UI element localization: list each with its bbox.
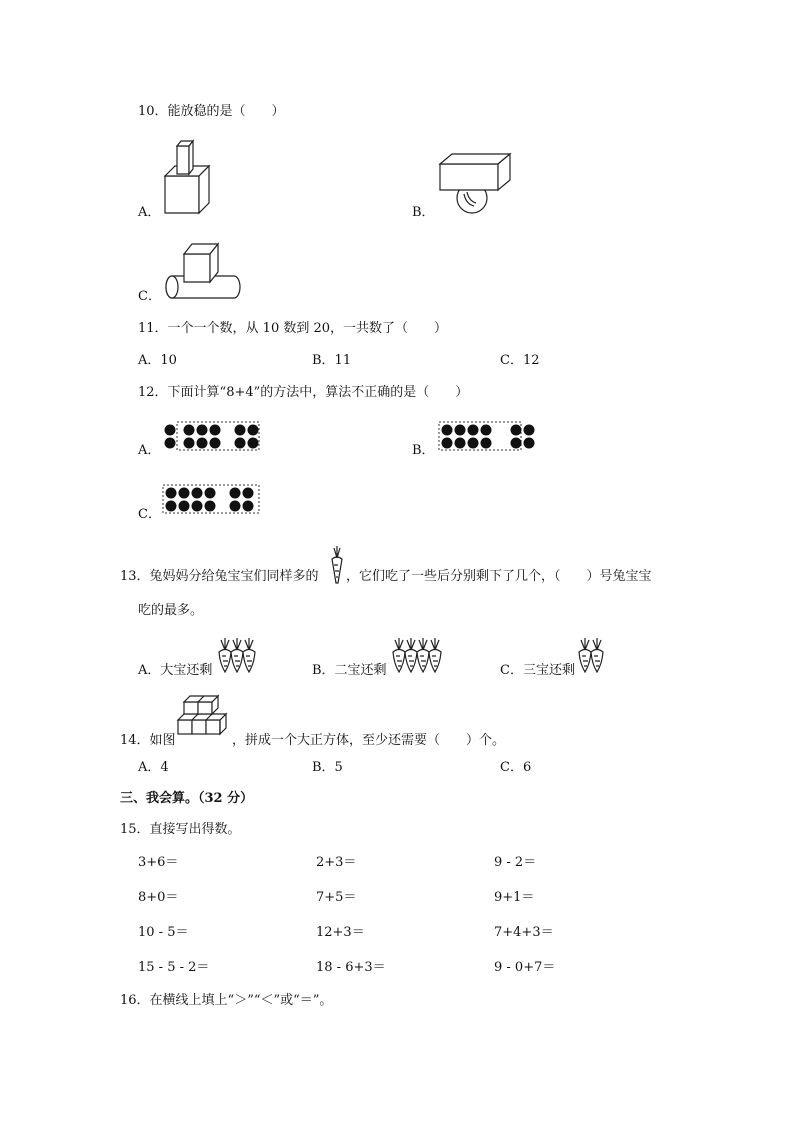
carrot-icon <box>591 638 603 672</box>
q15-r1-c1: 3+6＝ <box>138 855 179 870</box>
q15-r4-c3: 9 - 0+7＝ <box>494 960 556 975</box>
q10-option-b-label: B． <box>412 205 435 220</box>
carrot-icon <box>429 638 441 672</box>
q14-option-c: C．6 <box>500 760 532 775</box>
counting-dot <box>166 501 177 512</box>
counting-dot <box>230 488 241 499</box>
q13-option-b-carrots <box>392 638 452 674</box>
q14-option-b: B．5 <box>312 760 343 775</box>
q12-stem: 12．下面计算“8+4”的方法中，算法不正确的是（ ） <box>138 385 469 400</box>
counting-dot <box>197 425 208 436</box>
counting-dot <box>455 438 466 449</box>
q14-stem-part1: 14．如图 <box>120 733 176 748</box>
q10-stem: 10．能放稳的是（ ） <box>138 104 285 119</box>
counting-dot <box>243 488 254 499</box>
counting-dot <box>192 488 203 499</box>
q11-option-c: C．12 <box>500 353 540 368</box>
counting-dot <box>179 488 190 499</box>
q14-cube-stack-figure <box>176 690 232 746</box>
counting-dot <box>455 425 466 436</box>
q12-option-c-label: C． <box>138 507 161 522</box>
counting-dot <box>230 501 241 512</box>
counting-dot <box>442 438 453 449</box>
q11-stem: 11．一个一个数，从 10 数到 20，一共数了（ ） <box>138 321 448 336</box>
q13-option-c: C．三宝还剩 <box>500 663 575 678</box>
counting-dot <box>205 488 216 499</box>
q10-option-a-label: A． <box>138 205 161 220</box>
counting-dot <box>210 438 221 449</box>
q13-option-a: A．大宝还剩 <box>138 663 213 678</box>
q12-option-a-dots <box>162 421 262 453</box>
counting-dot <box>197 438 208 449</box>
q14-stem-part2: ，拼成一个大正方体，至少还需要（ ）个。 <box>232 733 506 748</box>
carrot-icon <box>405 638 417 672</box>
counting-dot <box>481 425 492 436</box>
q12-option-a-label: A． <box>138 443 161 458</box>
q11-option-a: A．10 <box>138 353 177 368</box>
counting-dot <box>442 425 453 436</box>
q14-option-a: A．4 <box>138 760 169 775</box>
counting-dot <box>248 438 259 449</box>
counting-dot <box>524 438 535 449</box>
q13-stem-part1: 13．兔妈妈分给兔宝宝们同样多的 <box>120 569 319 584</box>
q15-r3-c3: 7+4+3＝ <box>494 925 554 940</box>
q15-r4-c2: 18 - 6+3＝ <box>316 960 386 975</box>
counting-dot <box>205 501 216 512</box>
carrot-icon <box>417 638 429 672</box>
counting-dot <box>468 438 479 449</box>
q15-r1-c3: 9 - 2＝ <box>494 855 537 870</box>
q11-option-b: B．11 <box>312 353 352 368</box>
q13-option-b: B．二宝还剩 <box>312 663 387 678</box>
q12-option-c-dots <box>162 484 262 516</box>
counting-dot <box>166 488 177 499</box>
counting-dot <box>235 425 246 436</box>
counting-dot <box>235 438 246 449</box>
counting-dot <box>184 425 195 436</box>
section-3-title: 三、我会算。（32 分） <box>120 791 254 806</box>
counting-dot <box>165 425 176 436</box>
counting-dot <box>184 438 195 449</box>
q15-r2-c2: 7+5＝ <box>316 890 357 905</box>
q13-option-a-carrots <box>218 638 268 674</box>
carrot-icon <box>579 638 591 672</box>
q15-r3-c2: 12+3＝ <box>316 925 365 940</box>
counting-dot <box>165 438 176 449</box>
q15-r4-c1: 15 - 5 - 2＝ <box>138 960 210 975</box>
counting-dot <box>524 425 535 436</box>
q15-r1-c2: 2+3＝ <box>316 855 357 870</box>
q13-stem-part2: ，它们吃了一些后分别剩下了几个，（ ）号兔宝宝 <box>346 569 652 584</box>
counting-dot <box>468 425 479 436</box>
q15-stem: 15．直接写出得数。 <box>120 822 241 837</box>
counting-dot <box>192 501 203 512</box>
carrot-icon <box>393 638 405 672</box>
q12-option-b-dots <box>438 421 538 453</box>
q12-option-b-label: B． <box>412 443 435 458</box>
q15-r3-c1: 10 - 5＝ <box>138 925 189 940</box>
counting-dot <box>511 425 522 436</box>
q10-option-b-figure <box>436 148 516 218</box>
counting-dot <box>481 438 492 449</box>
carrot-icon <box>243 638 255 672</box>
q10-option-c-label: C． <box>138 289 161 304</box>
counting-dot <box>210 425 221 436</box>
carrot-icon <box>231 638 243 672</box>
q13-option-c-carrots <box>578 638 618 674</box>
counting-dot <box>248 425 259 436</box>
q15-r2-c1: 8+0＝ <box>138 890 179 905</box>
counting-dot <box>511 438 522 449</box>
q10-option-c-figure <box>162 240 252 305</box>
q16-stem: 16．在横线上填上“＞”“＜”或“＝”。 <box>120 993 333 1008</box>
counting-dot <box>243 501 254 512</box>
q13-stem-line2: 吃的最多。 <box>138 603 204 618</box>
q10-option-a-figure <box>160 138 220 218</box>
carrot-icon <box>219 638 231 672</box>
q15-r2-c3: 9+1＝ <box>494 890 535 905</box>
counting-dot <box>179 501 190 512</box>
carrot-icon <box>329 545 345 585</box>
